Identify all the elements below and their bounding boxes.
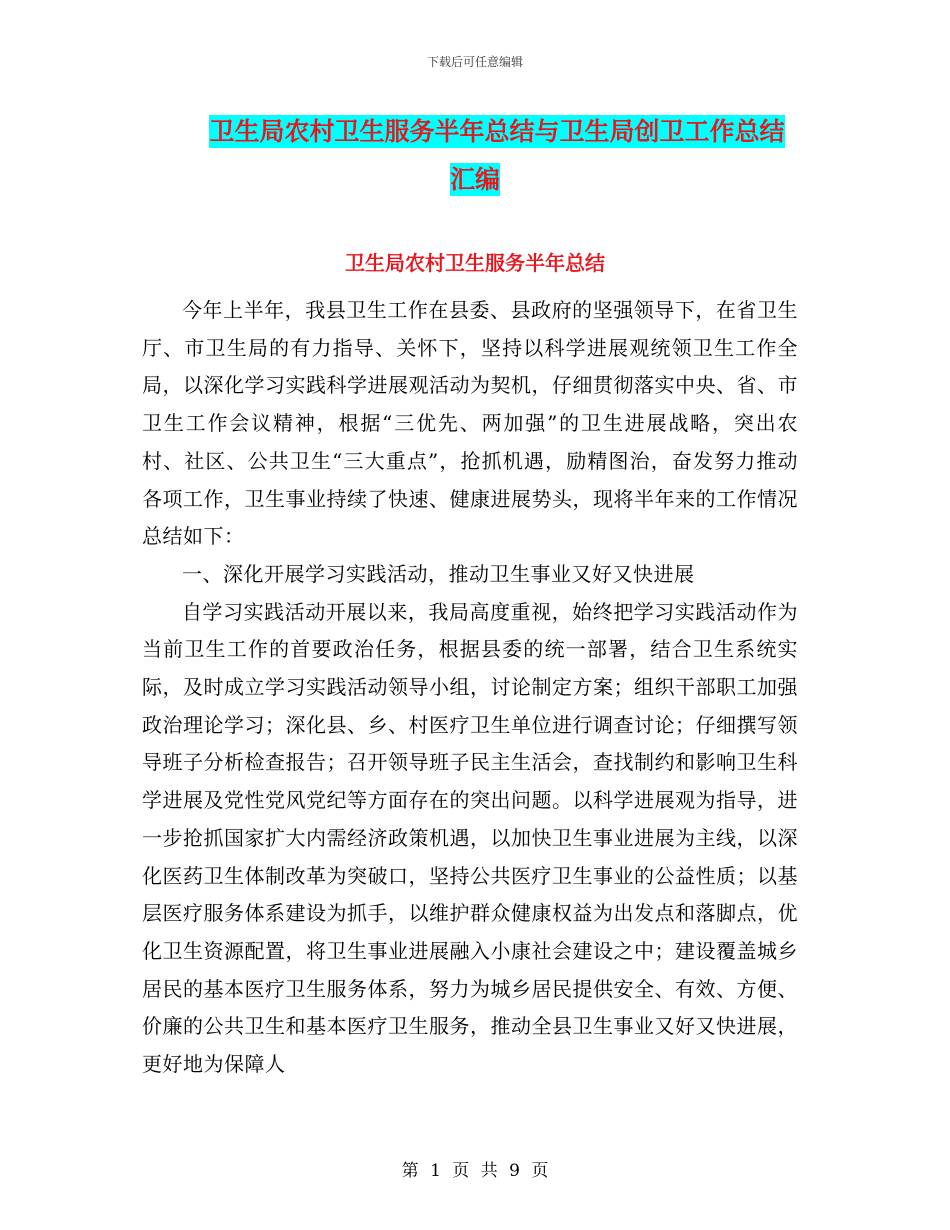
document-title-line2: 汇编: [449, 165, 500, 194]
page-header-note: 下载后可任意编辑: [426, 55, 523, 69]
paragraph-intro: 今年上半年，我县卫生工作在县委、县政府的坚强领导下，在省卫生厅、市卫生局的有力指导、关怀下，坚持以科学进展观统领卫生工作全局，以深化学习实践科学进展观活动为契机，仔细贯彻落实中央、省、市卫生工作会议精神，根据“三优先、两加强”的卫生进展战略，突出农村、社区、公共卫生“三大重点”，抢抓机遇，励精图治，奋发努力推动各项工作，卫生事业持续了快速、健康进展势头，现将半年来的工作情况总结如下：: [142, 298, 798, 549]
page-footer: 第 1 页 共 9 页: [401, 1161, 549, 1181]
document-title: [0, 108, 950, 204]
document-title-line1: 卫生局农村卫生服务半年总结与卫生局创卫工作总结: [209, 117, 785, 146]
section-title: 卫生局农村卫生服务半年总结: [345, 251, 605, 275]
document-body: [142, 292, 798, 1084]
paragraph-body-1: 自学习实践活动开展以来，我局高度重视，始终把学习实践活动作为当前卫生工作的首要政治任务，根据县委的统一部署，结合卫生系统实际，及时成立学习实践活动领导小组，讨论制定方案；组织干部职工加强政治理论学习；深化县、乡、村医疗卫生单位进行调查讨论；仔细撰写领导班子分析检查报告；召开领导班子民主生活会，查找制约和影响卫生科学进展及党性党风党纪等方面存在的突出问题。以科学进展观为指导，进一步抢抓国家扩大内需经济政策机遇，以加快卫生事业进展为主线，以深化医药卫生体制改革为突破口，坚持公共医疗卫生事业的公益性质；以基层医疗服务体系建设为抓手，以维护群众健康权益为出发点和落脚点，优化卫生资源配置，将卫生事业进展融入小康社会建设之中；建设覆盖城乡居民的基本医疗卫生服务体系，努力为城乡居民提供安全、有效、方便、价廉的公共卫生和基本医疗卫生服务，推动全县卫生事业又好又快进展，更好地为保障人: [142, 599, 798, 1077]
paragraph-heading-1: 一、深化开展学习实践活动，推动卫生事业又好又快进展: [182, 561, 695, 586]
